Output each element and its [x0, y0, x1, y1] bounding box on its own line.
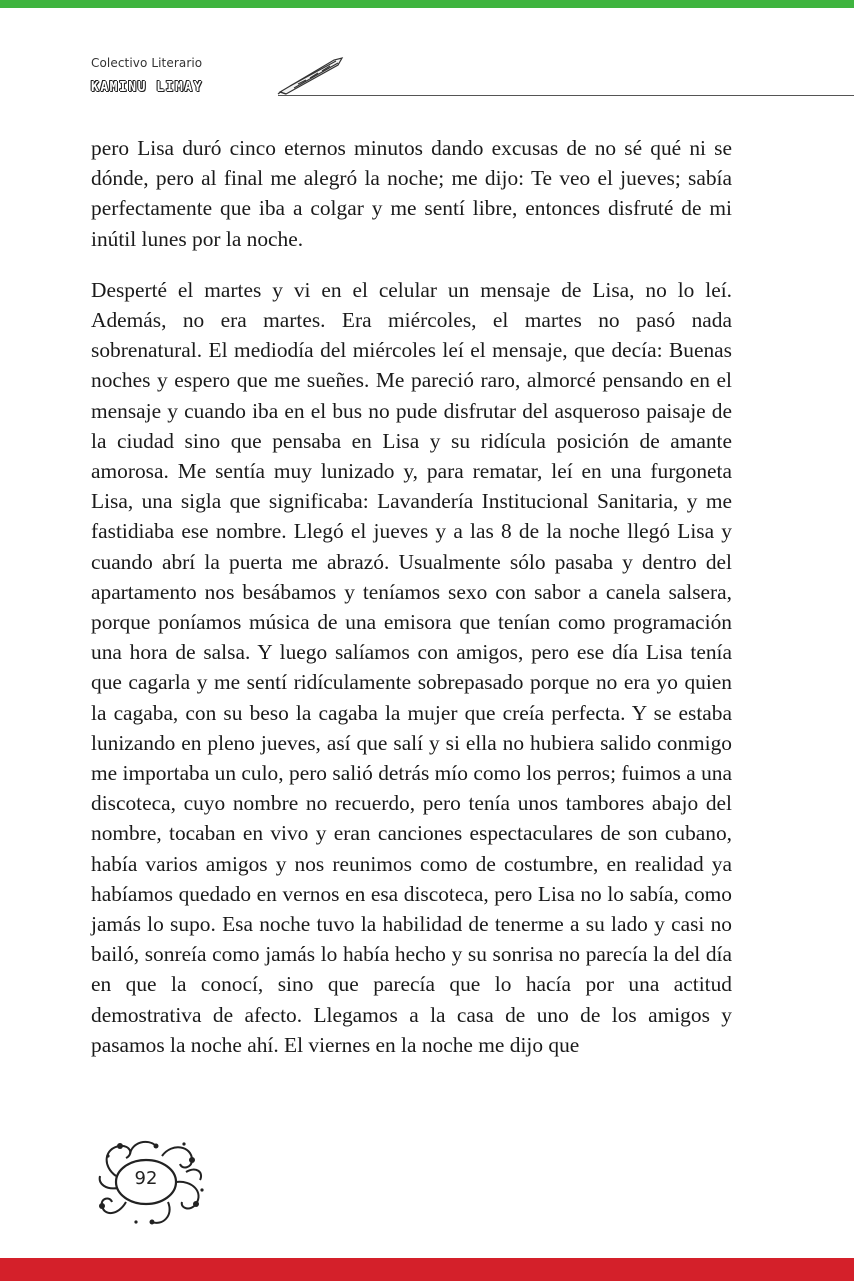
brand-logo-text: KAMINU LIMAY — [91, 80, 203, 95]
header-rule — [278, 95, 854, 96]
paragraph-1: pero Lisa duró cinco eternos minutos dando excusas de no sé qué ni se dónde, pero al final me alegró la noche; me dijo: Te veo el jueves; sabía perfectamente que iba a colgar y me sentí libre, entonces disfruté de mi inútil lunes por la noche. — [91, 136, 732, 251]
fountain-pen-icon — [276, 54, 348, 96]
page-header — [0, 0, 854, 110]
page-number: 92 — [134, 1168, 158, 1189]
paragraph-2: Desperté el martes y vi en el celular un mensaje de Lisa, no lo leí. Además, no era martes. Era miércoles, el martes no pasó nada sobrenatural. El mediodía del miércoles leí el mensaje, que decía: Buenas noches y espero que me sueñes. Me pareció raro, almorcé pensando en el mensaje y cuando iba en el bus no pude disfrutar del asqueroso paisaje de la ciudad sino que pensaba en Lisa y su ridícula posición de amante amorosa. Me sentía muy lunizado y, para rematar, leí en una furgoneta Lisa, una sigla que significaba: Lavandería Institucional Sanitaria, y me fastidiaba ese nombre. Llegó el jueves y a las 8 de la noche llegó Lisa y cuando abrí la puerta me abrazó. Usualmente sólo pasaba y dentro del apartamento nos besábamos y teníamos sexo con sabor a canela salsera, porque poníamos música de una emisora que tenían como programación una hora de salsa. Y luego salíamos con amigos, pero ese día Lisa tenía que cagarla y me sentí ridículamente sobrepasado porque no era yo quien la cagaba, con su beso la cagaba la mujer que creía perfecta. Y se estaba lunizando en pleno jueves, así que salí y si ella no hubiera salido conmigo me importaba un culo, pero salió detrás mío como los perros; fuimos a una discoteca, cuyo nombre no recuerdo, pero tenía unos tambores abajo del nombre, tocaban en vivo y eran canciones espectaculares de son cubano, había varios amigos y nos reunimos como de costumbre, en realidad ya habíamos quedado en vernos en esa discoteca, pero Lisa no lo sabía, como jamás lo supo. Esa noche tuvo la habilidad de tenerme a su lado y casi no bailó, sonreía como jamás lo había hecho y su sonrisa no parecía la del día en que la conocí, sino que parecía que lo hacía por una actitud demostrativa de afecto. Llegamos a la casa de uno de los amigos y pasamos la noche ahí. El viernes en la noche me dijo que — [91, 277, 732, 1057]
bottom-red-band — [0, 1258, 854, 1281]
body-text — [91, 133, 732, 1060]
collective-label: Colectivo Literario — [91, 56, 203, 70]
